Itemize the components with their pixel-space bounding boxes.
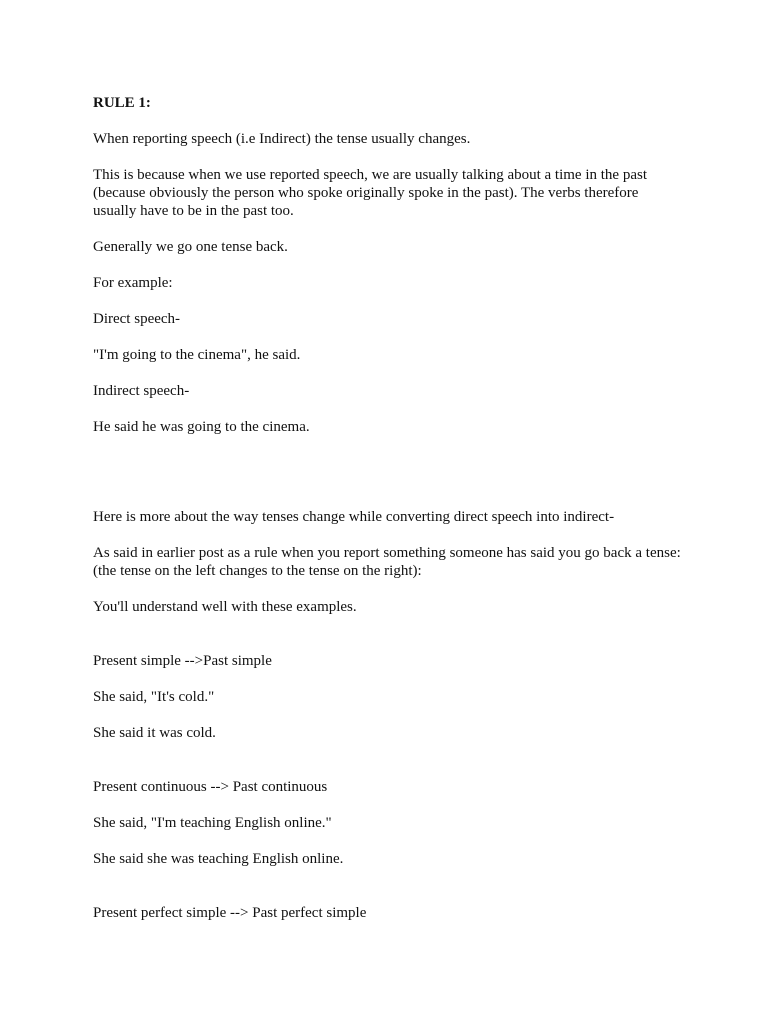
indirect-speech-label: Indirect speech-	[93, 383, 190, 399]
indirect-example: She said she was teaching English online.	[93, 851, 344, 867]
intro-paragraph: When reporting speech (i.e Indirect) the tense usually changes.	[93, 131, 471, 147]
indirect-speech-example: He said he was going to the cinema.	[93, 419, 310, 435]
example-label: For example:	[93, 275, 173, 291]
direct-example: She said, "It's cold."	[93, 689, 215, 705]
tense-change-heading: Present simple -->Past simple	[93, 653, 272, 669]
indirect-example: She said it was cold.	[93, 725, 216, 741]
more-paragraph: Here is more about the way tenses change while converting direct speech into indirect-	[93, 509, 615, 525]
tense-change-heading: Present perfect simple --> Past perfect simple	[93, 905, 367, 921]
direct-example: She said, "I'm teaching English online."	[93, 815, 332, 831]
rule-title: RULE 1:	[93, 95, 151, 111]
document-body	[93, 94, 683, 940]
intro-paragraph: Generally we go one tense back.	[93, 239, 288, 255]
tense-change-heading: Present continuous --> Past continuous	[93, 779, 328, 795]
direct-speech-example: "I'm going to the cinema", he said.	[93, 347, 301, 363]
direct-speech-label: Direct speech-	[93, 311, 181, 327]
more-paragraph: You'll understand well with these examples.	[93, 599, 357, 615]
more-paragraph: As said in earlier post as a rule when you report something someone has said you go back a tense: (the tense on the left changes to the tense on the right):	[93, 545, 681, 579]
intro-paragraph: This is because when we use reported speech, we are usually talking about a time in the past (because obviously the person who spoke originally spoke in the past). The verbs therefore usually have to be in the past too.	[93, 167, 647, 219]
